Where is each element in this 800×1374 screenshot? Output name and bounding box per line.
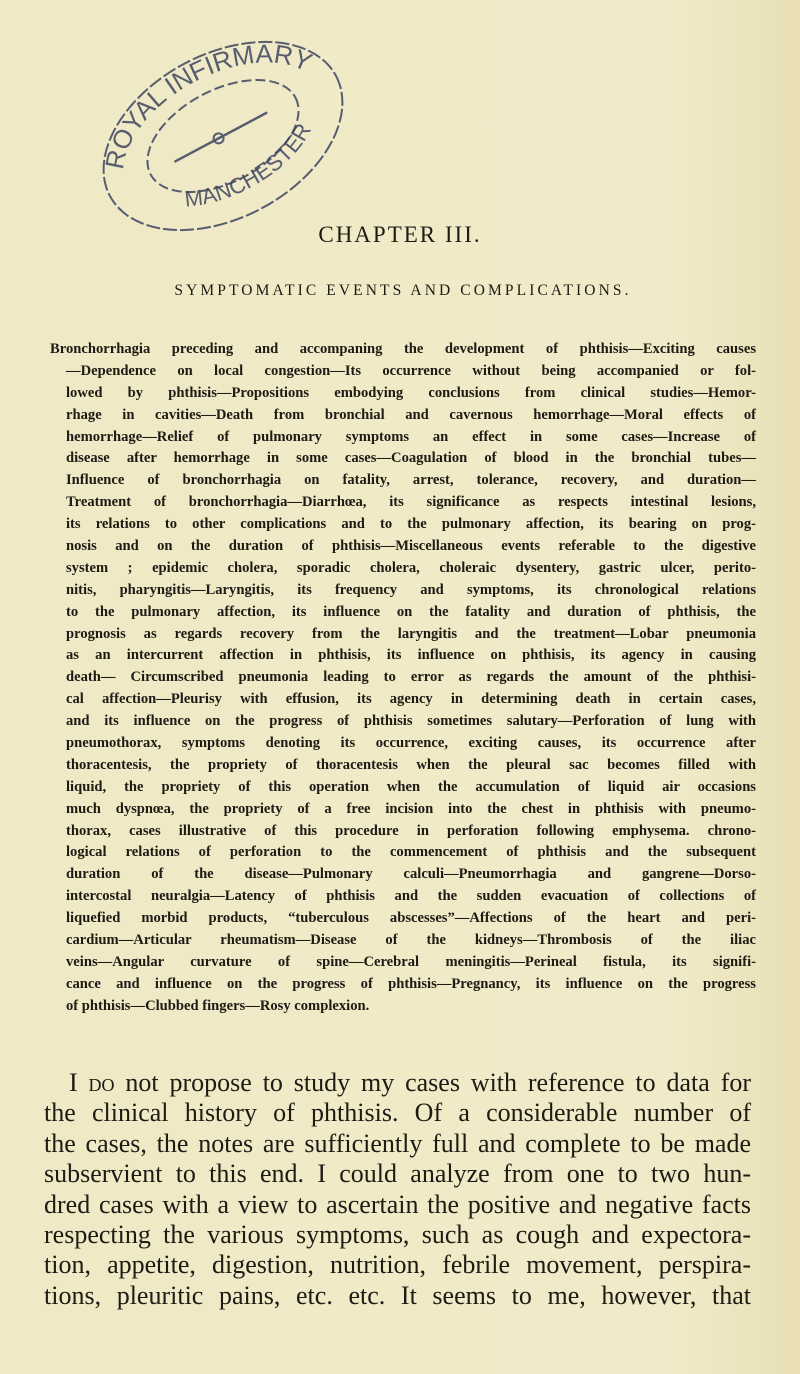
summary-line: system ; epidemic cholera, sporadic cholera, choleraic dysentery, gastric ulcer, perito-	[66, 559, 756, 576]
library-stamp	[88, 36, 358, 236]
small-caps-word: do	[88, 1068, 115, 1097]
summary-line: thorax, cases illustrative of this procedure in perforation following emphysema. chrono-	[66, 822, 756, 839]
summary-line: and its influence on the progress of phthisis sometimes salutary—Perforation of lung with	[66, 713, 756, 730]
summary-line: much dyspnœa, the propriety of a free incision into the chest in phthisis with pneumo-	[66, 800, 756, 817]
chapter-summary	[50, 339, 756, 1018]
line-text: not propose to study my cases with reference to data for	[125, 1068, 752, 1097]
summary-line: to the pulmonary affection, its influence on the fatality and duration of phthisis, the	[66, 603, 756, 620]
summary-line: of phthisis—Clubbed fingers—Rosy complexion.	[66, 997, 370, 1014]
summary-line: as an intercurrent affection in phthisis, its influence on phthisis, its agency in causing	[66, 647, 756, 664]
summary-line: veins—Angular curvature of spine—Cerebral meningitis—Perineal fistula, its signifi-	[66, 953, 756, 970]
body-line: respecting the various symptoms, such as cough and expectora-	[44, 1219, 751, 1249]
summary-line: lowed by phthisis—Propositions embodying conclusions from clinical studies—Hemor-	[66, 384, 756, 401]
summary-line: disease after hemorrhage in some cases—Coagulation of blood in the bronchial tubes—	[66, 450, 756, 467]
summary-line: intercostal neuralgia—Latency of phthisis and the sudden evacuation of collections of	[66, 888, 756, 905]
summary-line: liquefied morbid products, “tuberculous abscesses”—Affections of the heart and peri-	[66, 910, 756, 927]
body-line	[69, 1068, 751, 1098]
body-line: dred cases with a view to ascertain the positive and negative facts	[44, 1189, 751, 1219]
summary-line: cardium—Articular rheumatism—Disease of the kidneys—Thrombosis of the iliac	[66, 932, 756, 949]
summary-line: Bronchorrhagia preceding and accompaning the development of phthisis—Exciting causes	[50, 341, 756, 357]
summary-line: thoracentesis, the propriety of thoracentesis when the pleural sac becomes filled with	[66, 756, 756, 773]
body-line: tions, pleuritic pains, etc. etc. It seems to me, however, that	[44, 1280, 751, 1310]
summary-line: cance and influence on the progress of phthisis—Pregnancy, its influence on the progress	[66, 975, 756, 992]
chapter-subtitle: SYMPTOMATIC EVENTS AND COMPLICATIONS.	[174, 282, 632, 299]
summary-line: rhage in cavities—Death from bronchial and cavernous hemorrhage—Moral effects of	[66, 406, 756, 423]
summary-line: nitis, pharyngitis—Laryngitis, its frequency and symptoms, its chronological relations	[66, 581, 756, 598]
summary-line: its relations to other complications and to the pulmonary affection, its bearing on prog-	[66, 516, 756, 533]
summary-line: cal affection—Pleurisy with effusion, its agency in determining death in certain cases,	[66, 691, 756, 708]
stamp-bottom-text: MANCHESTER	[183, 119, 316, 212]
chapter-title: CHAPTER III.	[318, 222, 482, 247]
summary-line: logical relations of perforation to the commencement of phthisis and the subsequent	[66, 844, 756, 861]
body-line: subservient to this end. I could analyze from one to two hun-	[44, 1159, 751, 1189]
body-line: the cases, the notes are sufficiently full and complete to be made	[44, 1128, 751, 1158]
summary-line: duration of the disease—Pulmonary calculi—Pneumorrhagia and gangrene—Dorso-	[66, 866, 756, 883]
summary-line: Treatment of bronchorrhagia—Diarrhœa, its significance as respects intestinal lesions,	[66, 494, 756, 511]
summary-line: pneumothorax, symptoms denoting its occurrence, exciting causes, its occurrence after	[66, 735, 756, 752]
summary-line: hemorrhage—Relief of pulmonary symptoms an effect in some cases—Increase of	[66, 428, 756, 445]
body-line: tion, appetite, digestion, nutrition, febrile movement, perspira-	[44, 1250, 751, 1280]
summary-line: Influence of bronchorrhagia on fatality, arrest, tolerance, recovery, and duration—	[66, 472, 756, 489]
summary-line: —Dependence on local congestion—Its occurrence without being accompanied or fol-	[66, 362, 756, 379]
summary-line: nosis and on the duration of phthisis—Miscellaneous events referable to the digestive	[66, 538, 756, 555]
body-line: the clinical history of phthisis. Of a considerable number of	[44, 1098, 751, 1128]
summary-line: death— Circumscribed pneumonia leading to error as regards the amount of the phthisi-	[66, 669, 756, 686]
summary-line: prognosis as regards recovery from the laryngitis and the treatment—Lobar pneumonia	[66, 625, 756, 642]
body-paragraph	[44, 1068, 751, 1311]
initial-word: I	[69, 1068, 78, 1097]
stamp-top-text: ROYAL INFIRMARY	[99, 38, 317, 172]
summary-line: liquid, the propriety of this operation when the accumulation of liquid air occasions	[66, 778, 756, 795]
